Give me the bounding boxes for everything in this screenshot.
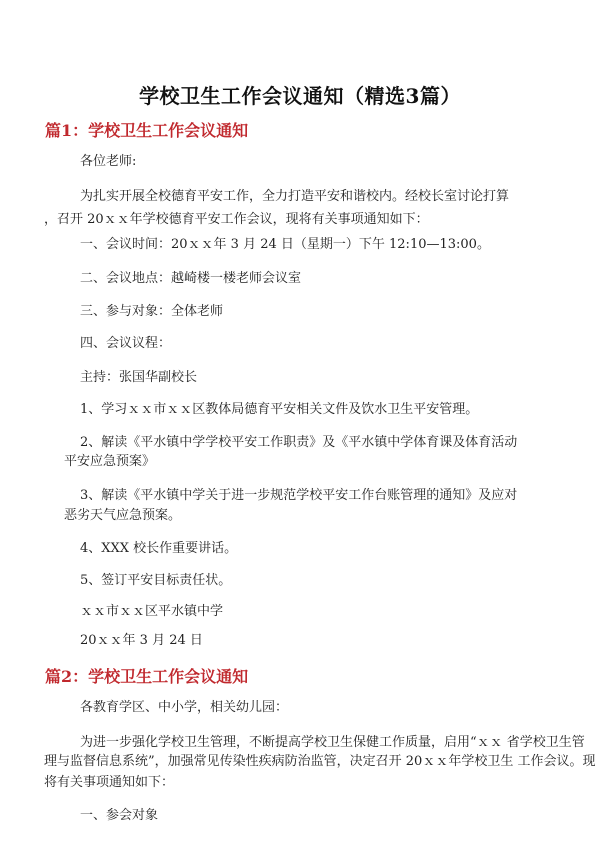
section-1-heading: 篇1：学校卫生工作会议通知 xyxy=(45,121,249,140)
paragraph-line: 二、会议地点：越崎楼一楼老师会议室 xyxy=(80,271,302,286)
document-title: 学校卫生工作会议通知（精选3篇） xyxy=(139,84,461,108)
agenda-item: 平安应急预案》 xyxy=(64,454,156,469)
paragraph-line: 理与监督信息系统”，加强常见传染性疾病防治监管，决定召开 20ｘｘ年学校卫生 工作会议。现 xyxy=(44,754,596,769)
salutation: 各教育学区、中小学，相关幼儿园： xyxy=(80,700,289,715)
section-2-heading: 篇2：学校卫生工作会议通知 xyxy=(45,667,249,686)
agenda-item: 1、学习ｘｘ市ｘｘ区教体局德育平安相关文件及饮水卫生平安管理。 xyxy=(80,402,479,417)
agenda-item: 5、签订平安目标责任状。 xyxy=(80,573,232,588)
paragraph-line: 将有关事项通知如下： xyxy=(44,775,175,790)
agenda-item: 3、解读《平水镇中学关于进一步规范学校平安工作台账管理的通知》及应对 xyxy=(80,488,518,503)
paragraph-line: 主持：张国华副校长 xyxy=(80,370,198,385)
paragraph-line: 为扎实开展全校德育平安工作，全力打造平安和谐校内。经校长室讨论打算 xyxy=(80,189,510,204)
paragraph-line: 一、参会对象 xyxy=(80,808,159,823)
paragraph-line: 三、参与对象：全体老师 xyxy=(80,304,224,319)
agenda-item: 4、XXX 校长作重要讲话。 xyxy=(80,541,238,556)
paragraph-line: 四、会议议程： xyxy=(80,336,172,351)
paragraph-line: 一、会议时间：20ｘｘ年 3 月 24 日（星期一）下午 12:10—13:00。 xyxy=(80,237,490,252)
paragraph-line: 为进一步强化学校卫生管理，不断提高学校卫生保健工作质量，启用“ｘｘ 省学校卫生管 xyxy=(80,735,585,750)
signature-org: ｘｘ市ｘｘ区平水镇中学 xyxy=(80,604,224,619)
signature-date: 20ｘｘ年 3 月 24 日 xyxy=(80,633,203,648)
paragraph-line: ，召开 20ｘｘ年学校德育平安工作会议，现将有关事项通知如下： xyxy=(44,212,429,227)
agenda-item: 2、解读《平水镇中学学校平安工作职责》及《平水镇中学体育课及体育活动 xyxy=(80,435,518,450)
agenda-item: 恶劣天气应急预案。 xyxy=(64,508,182,523)
salutation: 各位老师: xyxy=(80,154,137,169)
